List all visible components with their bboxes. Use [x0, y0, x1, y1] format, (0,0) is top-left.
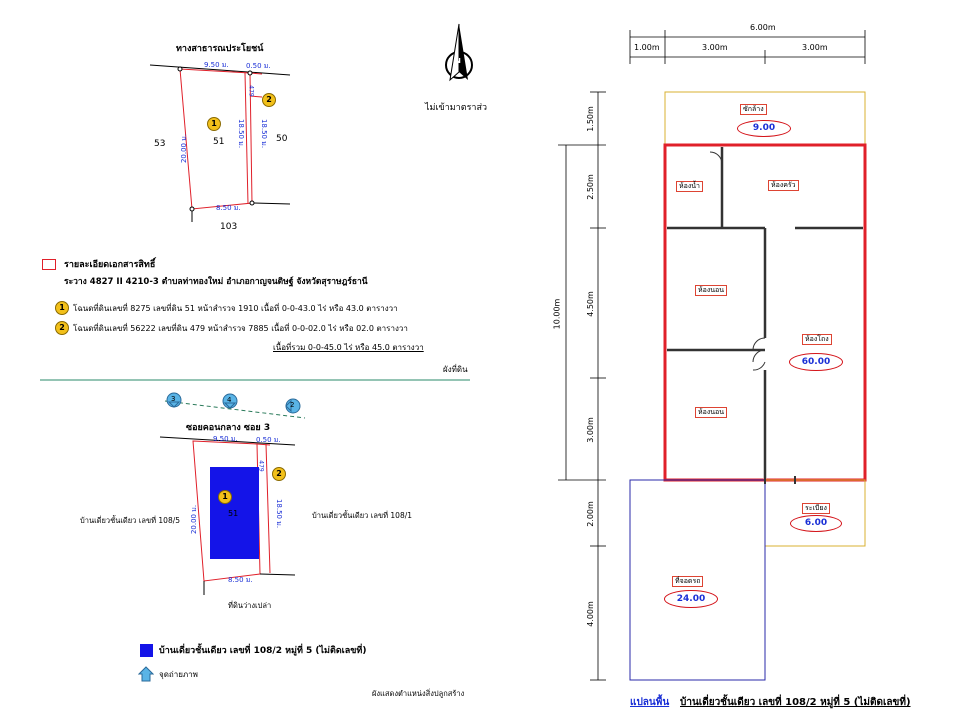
- photo-point-3-label: 3: [171, 395, 176, 403]
- photo-point-legend-icon: [138, 666, 154, 682]
- deed-caption: ผังที่ดิน: [443, 365, 468, 374]
- bottom-neighbor-right: บ้านเดี่ยวชั้นเดียว เลขที่ 108/1: [312, 511, 413, 520]
- bottom-bottom-width: 8.50 ม.: [228, 576, 253, 584]
- house-legend-label: บ้านเดี่ยวชั้นเดียว เลขที่ 108/2 หมู่ที่ 5 (ไม่ติดเลขที่): [159, 646, 367, 656]
- top-plot-main: 51: [213, 137, 225, 147]
- bottom-left-side: 20.00 ม.: [190, 504, 199, 535]
- room-bedroom-2: ห้องนอน: [695, 407, 727, 418]
- no-scale-note: ไม่เข้ามาตราส่ว: [425, 103, 488, 113]
- bottom-plot-main: 51: [228, 509, 239, 518]
- top-small-plot-label: 479: [247, 85, 255, 97]
- dim-300: 3.00m: [585, 417, 595, 443]
- photo-point-3-icon: [166, 392, 182, 408]
- room-living: ห้องโถง: [802, 334, 832, 345]
- floor-plan-caption-a: แปลนพื้น: [630, 697, 670, 708]
- room-bedroom-1: ห้องนอน: [695, 285, 727, 296]
- room-laundry: ซักล้าง: [740, 104, 767, 115]
- room-carport: ที่จอดรถ: [672, 576, 703, 587]
- dim-1000: 10.00m: [552, 298, 562, 330]
- photo-point-4-label: 4: [227, 396, 232, 404]
- top-width-left: 9.50 ม.: [204, 61, 229, 69]
- area-carport: 24.00: [664, 590, 718, 608]
- dim-200: 2.00m: [585, 501, 595, 527]
- room-bathroom: ห้องน้ำ: [676, 181, 703, 192]
- dim-250: 2.50m: [585, 174, 595, 200]
- dim-400: 4.00m: [585, 601, 595, 627]
- area-living: 60.00: [789, 353, 843, 371]
- photo-point-4-icon: [222, 393, 238, 409]
- floor-plan-caption-b: บ้านเดี่ยวชั้นเดียว เลขที่ 108/2 หมู่ที่ 5 (ไม่ติดเลขที่): [680, 697, 911, 708]
- deed-line-2: โฉนดที่ดินเลขที่ 56222 เลขที่ดิน 479 หน้าสำรวจ 7885 เนื้อที่ 0-0-02.0 ไร่ หรือ 02.0 ตารางวา: [73, 324, 408, 333]
- bottom-road-label: ซอยคอนกลาง ซอย 3: [186, 423, 271, 433]
- dim-total-width: 6.00m: [750, 23, 776, 32]
- area-porch: 6.00: [790, 515, 842, 532]
- deed-legend-box: [42, 259, 56, 270]
- deed-heading: รายละเอียดเอกสารสิทธิ์: [64, 260, 156, 270]
- building-layout-caption: ผังแสดงตำแหน่งสิ่งปลูกสร้าง: [372, 689, 465, 698]
- area-laundry: 9.00: [737, 120, 791, 137]
- dim-seg-2: 3.00m: [702, 43, 728, 52]
- deed-total: เนื้อที่รวม 0-0-45.0 ไร่ หรือ 45.0 ตารางวา: [273, 343, 424, 352]
- photo-point-2-label: 2: [290, 401, 295, 409]
- north-arrow-icon: [437, 22, 481, 88]
- compass-label: N: [455, 57, 461, 65]
- top-road-label: ทางสาธารณประโยชน์: [176, 44, 264, 54]
- room-kitchen: ห้องครัว: [768, 180, 799, 191]
- bottom-marker-2: 2: [272, 467, 286, 481]
- top-neighbor-right: 50: [276, 134, 288, 144]
- bottom-small-plot-label: 479: [257, 460, 265, 472]
- deed-marker-2: 2: [55, 321, 69, 335]
- photo-point-legend-label: จุดถ่ายภาพ: [159, 670, 198, 679]
- room-porch: ระเบียง: [802, 503, 830, 514]
- top-marker-2: 2: [262, 93, 276, 107]
- bottom-width-left: 9.50 ม.: [213, 435, 238, 443]
- top-left-side: 20.00 ม.: [180, 133, 189, 164]
- bottom-neighbor-bottom: ที่ดินว่างเปล่า: [228, 601, 272, 610]
- deed-marker-1: 1: [55, 301, 69, 315]
- top-bottom-width: 8.50 ม.: [216, 204, 241, 212]
- bottom-width-right: 0.50 ม.: [256, 436, 281, 444]
- bottom-right-side: 18.50 ม.: [275, 498, 284, 529]
- top-right-side: 18.50 ม.: [260, 118, 269, 149]
- top-neighbor-bottom: 103: [220, 222, 238, 232]
- deed-location: ระวาง 4827 II 4210-3 ตำบลท่าทองใหม่ อำเภอกาญจนดิษฐ์ จังหวัดสุราษฎร์ธานี: [64, 277, 368, 287]
- deed-line-1: โฉนดที่ดินเลขที่ 8275 เลขที่ดิน 51 หน้าสำรวจ 1910 เนื้อที่ 0-0-43.0 ไร่ หรือ 43.0 ตารางวา: [73, 304, 398, 313]
- bottom-neighbor-left: บ้านเดี่ยวชั้นเดียว เลขที่ 108/5: [80, 516, 181, 525]
- dim-450: 4.50m: [585, 291, 595, 317]
- top-marker-1: 1: [207, 117, 221, 131]
- dim-150: 1.50m: [585, 106, 595, 132]
- dim-seg-3: 3.00m: [802, 43, 828, 52]
- top-width-right: 0.50 ม.: [246, 62, 271, 70]
- top-neighbor-left: 53: [154, 139, 166, 149]
- house-legend-swatch: [140, 644, 153, 657]
- photo-point-2-icon: [285, 398, 301, 414]
- top-mid-side: 18.50 ม.: [237, 118, 246, 149]
- bottom-marker-1: 1: [218, 490, 232, 504]
- dim-seg-1: 1.00m: [634, 43, 660, 52]
